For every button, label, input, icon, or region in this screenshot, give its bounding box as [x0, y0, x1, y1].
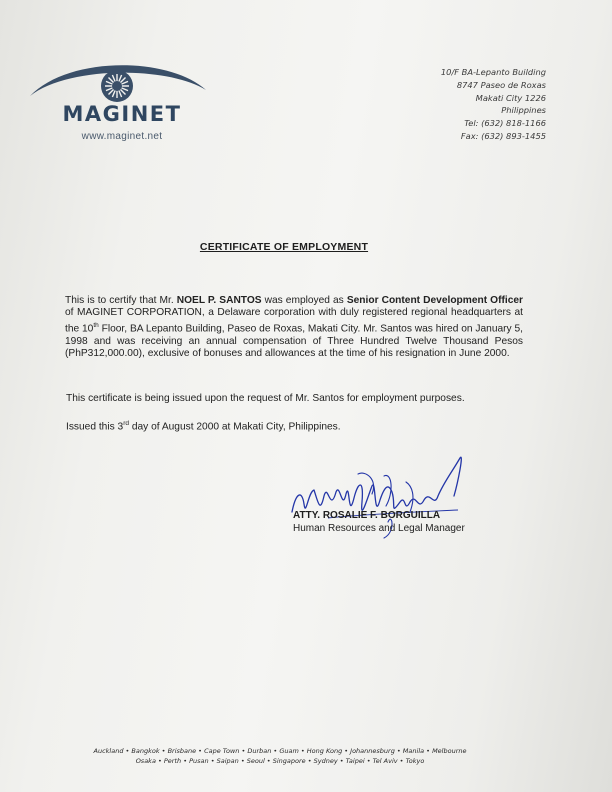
address-line: 8747 Paseo de Roxas	[456, 79, 546, 90]
day-suffix: rd	[123, 420, 129, 427]
employee-name: NOEL P. SANTOS	[176, 295, 262, 306]
address-phone: Tel: (632) 818-1166	[464, 118, 546, 129]
address-line: Makati City 1226	[475, 92, 546, 103]
logo-url: www.maginet.net	[81, 131, 163, 142]
logo-wordmark: MAGINET	[62, 102, 182, 126]
signatory-title: Human Resources and Legal Manager	[293, 522, 465, 534]
office-cities-footer	[0, 746, 560, 766]
signatory-name: ATTY. ROSALIE F. BORGUILLA	[293, 510, 441, 521]
p1-company: of MAGINET CORPORATION, a Delaware corporation with duly registered regional headquarters at the 10	[65, 307, 523, 335]
document-title	[0, 241, 568, 253]
p1-rest: Floor, BA Lepanto Building, Paseo de Roxas, Makati City. Mr. Santos was hired on January 5, 1998 and was receiving an annual compensation of Three Hundred Twelve Thousand Pesos (PhP312,000.00), exclusive of bonuses and allowances at the time of his resignation in June 2000.	[65, 323, 523, 360]
position-title: Senior Content Development Officer	[346, 295, 523, 306]
company-address	[441, 66, 546, 143]
issued-paragraph	[66, 418, 536, 434]
signatory-block	[293, 510, 465, 535]
purpose-paragraph: This certificate is being issued upon the request of Mr. Santos for employment purposes.	[66, 393, 465, 404]
cities-line-2: Osaka • Perth • Pusan • Saipan • Seoul • Singapore • Sydney • Taipei • Tel Aviv • Tokyo	[135, 757, 425, 765]
address-fax: Fax: (632) 893-1455	[460, 130, 546, 141]
p1-intro: This is to certify that Mr.	[65, 295, 177, 306]
p3-pre: Issued this 3	[66, 421, 124, 433]
p3-post: day of August 2000 at Makati City, Philippines.	[128, 421, 341, 433]
company-logo	[28, 52, 208, 152]
cities-line-1: Auckland • Bangkok • Brisbane • Cape Town • Durban • Guam • Hong Kong • Johannesburg • Manila • Melbourne	[93, 747, 467, 755]
address-line: 10/F BA-Lepanto Building	[440, 67, 546, 77]
floor-suffix: th	[93, 321, 99, 329]
title-text: CERTIFICATE OF EMPLOYMENT	[199, 241, 369, 253]
address-line: Philippines	[501, 105, 546, 116]
certification-paragraph	[65, 295, 523, 360]
p1-employed: was employed as	[261, 295, 347, 306]
